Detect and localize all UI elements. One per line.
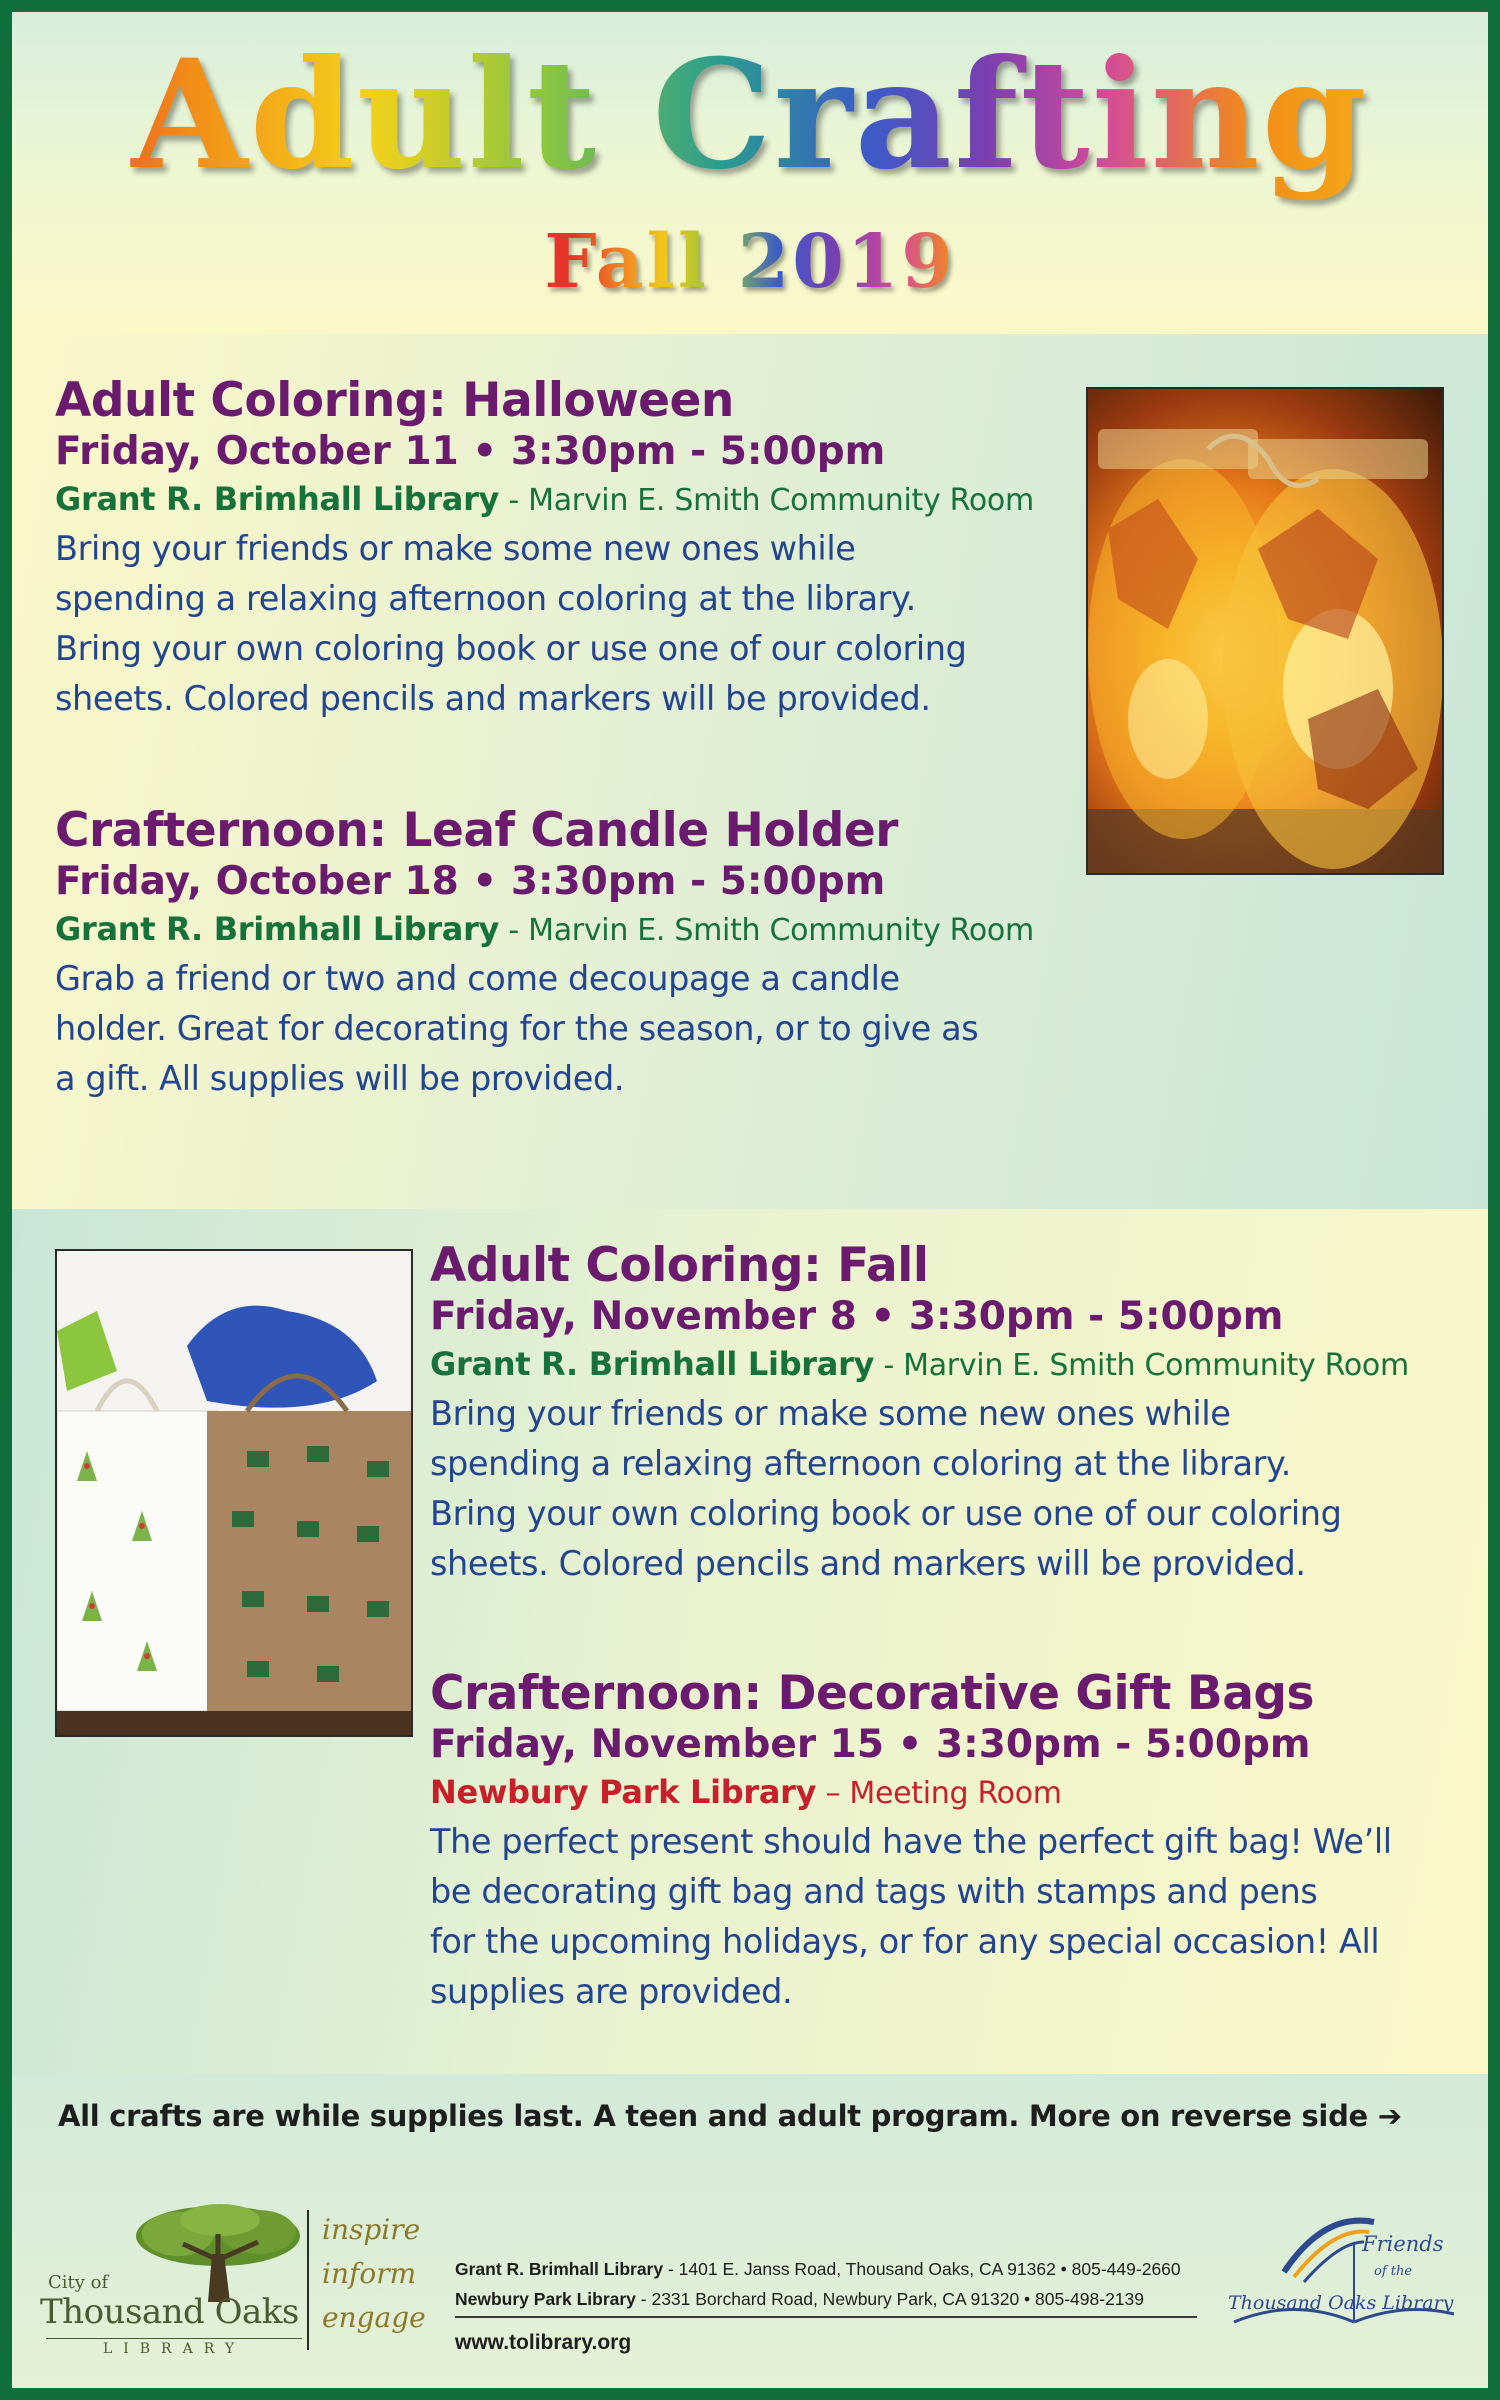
tagline-word: inform bbox=[322, 2257, 417, 2290]
description-line: Grab a friend or two and come decoupage a candle bbox=[55, 959, 900, 998]
description-line: Bring your own coloring book or use one of our coloring bbox=[430, 1494, 1342, 1533]
address-detail: - 2331 Borchard Road, Newbury Park, CA 91320 • 805-498-2139 bbox=[635, 2289, 1145, 2309]
event-date: Friday, November 8 • 3:30pm - 5:00pm bbox=[430, 1294, 1284, 1339]
event-gift-bags bbox=[430, 1667, 1480, 2017]
description-line: Bring your friends or make some new ones while bbox=[55, 529, 856, 568]
flyer-subtitle: Fall 2019 bbox=[12, 212, 1488, 312]
address-divider bbox=[455, 2316, 1197, 2318]
event-title: Crafternoon: Decorative Gift Bags bbox=[430, 1666, 1315, 1721]
tagline-word: inspire bbox=[322, 2213, 421, 2246]
event-library: Newbury Park Library bbox=[430, 1773, 817, 1811]
logo-divider bbox=[307, 2210, 309, 2350]
event-library: Grant R. Brimhall Library bbox=[55, 480, 500, 518]
event-room: - Marvin E. Smith Community Room bbox=[499, 483, 1034, 518]
oak-tree-icon bbox=[128, 2204, 308, 2304]
address-library-name: Grant R. Brimhall Library bbox=[455, 2259, 664, 2279]
event-title: Adult Coloring: Fall bbox=[430, 1238, 929, 1293]
event-description bbox=[55, 954, 1075, 1104]
description-line: The perfect present should have the perfect gift bag! We’ll bbox=[430, 1822, 1392, 1861]
october-section bbox=[12, 334, 1488, 1209]
open-book-icon bbox=[1224, 2202, 1464, 2362]
library-addresses bbox=[455, 2254, 1181, 2314]
description-line: for the upcoming holidays, or for any special occasion! All bbox=[430, 1922, 1380, 1961]
description-line: spending a relaxing afternoon coloring at the library. bbox=[55, 579, 916, 618]
address-line bbox=[455, 2284, 1181, 2314]
event-title: Adult Coloring: Halloween bbox=[55, 373, 734, 428]
logo-library-word: LIBRARY bbox=[46, 2338, 302, 2357]
flyer-header bbox=[12, 12, 1488, 334]
event-date: Friday, November 15 • 3:30pm - 5:00pm bbox=[430, 1722, 1311, 1767]
description-line: sheets. Colored pencils and markers will be provided. bbox=[55, 679, 931, 718]
event-description bbox=[430, 1817, 1480, 2017]
event-location bbox=[55, 906, 1075, 954]
logo-city-of: City of bbox=[48, 2272, 109, 2293]
gift-bags-illustration bbox=[57, 1251, 411, 1735]
friends-of-library-logo bbox=[1224, 2202, 1464, 2362]
event-description bbox=[430, 1389, 1480, 1589]
event-location bbox=[55, 476, 1075, 524]
event-date: Friday, October 18 • 3:30pm - 5:00pm bbox=[55, 859, 886, 904]
leaf-candle-jar-photo bbox=[1086, 387, 1444, 875]
friends-logo-friends: Friends bbox=[1362, 2232, 1444, 2256]
logo-city-name: Thousand Oaks bbox=[40, 2292, 299, 2332]
event-date: Friday, October 11 • 3:30pm - 5:00pm bbox=[55, 429, 886, 474]
description-line: Bring your own coloring book or use one of our coloring bbox=[55, 629, 967, 668]
flyer-title: Adult Crafting bbox=[12, 30, 1488, 200]
event-location bbox=[430, 1769, 1480, 1817]
event-leaf-candle-holder bbox=[55, 804, 1075, 1104]
website-link[interactable]: www.tolibrary.org bbox=[455, 2331, 632, 2354]
flyer-footer bbox=[12, 2074, 1488, 2400]
description-line: a gift. All supplies will be provided. bbox=[55, 1059, 625, 1098]
tagline-word: engage bbox=[322, 2301, 426, 2334]
november-section bbox=[12, 1209, 1488, 2074]
event-halloween-coloring bbox=[55, 374, 1075, 724]
description-line: supplies are provided. bbox=[430, 1972, 793, 2011]
address-line bbox=[455, 2254, 1181, 2284]
gift-bags-photo bbox=[55, 1249, 413, 1737]
description-line: spending a relaxing afternoon coloring at the library. bbox=[430, 1444, 1291, 1483]
event-fall-coloring bbox=[430, 1239, 1480, 1589]
friends-logo-name: Thousand Oaks Library bbox=[1228, 2292, 1454, 2314]
event-title: Crafternoon: Leaf Candle Holder bbox=[55, 803, 898, 858]
program-note: All crafts are while supplies last. A teen and adult program. More on reverse side ➔ bbox=[58, 2099, 1402, 2133]
event-description bbox=[55, 524, 1075, 724]
library-tagline bbox=[322, 2208, 426, 2340]
event-location bbox=[430, 1341, 1480, 1389]
jar-illustration bbox=[1088, 389, 1442, 873]
event-room: – Meeting Room bbox=[816, 1776, 1062, 1811]
event-room: - Marvin E. Smith Community Room bbox=[499, 913, 1034, 948]
address-library-name: Newbury Park Library bbox=[455, 2289, 636, 2309]
event-library: Grant R. Brimhall Library bbox=[55, 910, 500, 948]
description-line: sheets. Colored pencils and markers will be provided. bbox=[430, 1544, 1306, 1583]
description-line: be decorating gift bag and tags with stamps and pens bbox=[430, 1872, 1318, 1911]
address-detail: - 1401 E. Janss Road, Thousand Oaks, CA 91362 • 805-449-2660 bbox=[663, 2259, 1181, 2279]
description-line: holder. Great for decorating for the season, or to give as bbox=[55, 1009, 979, 1048]
friends-logo-of: of the bbox=[1374, 2264, 1413, 2279]
event-room: - Marvin E. Smith Community Room bbox=[874, 1348, 1409, 1383]
event-library: Grant R. Brimhall Library bbox=[430, 1345, 875, 1383]
description-line: Bring your friends or make some new ones while bbox=[430, 1394, 1231, 1433]
